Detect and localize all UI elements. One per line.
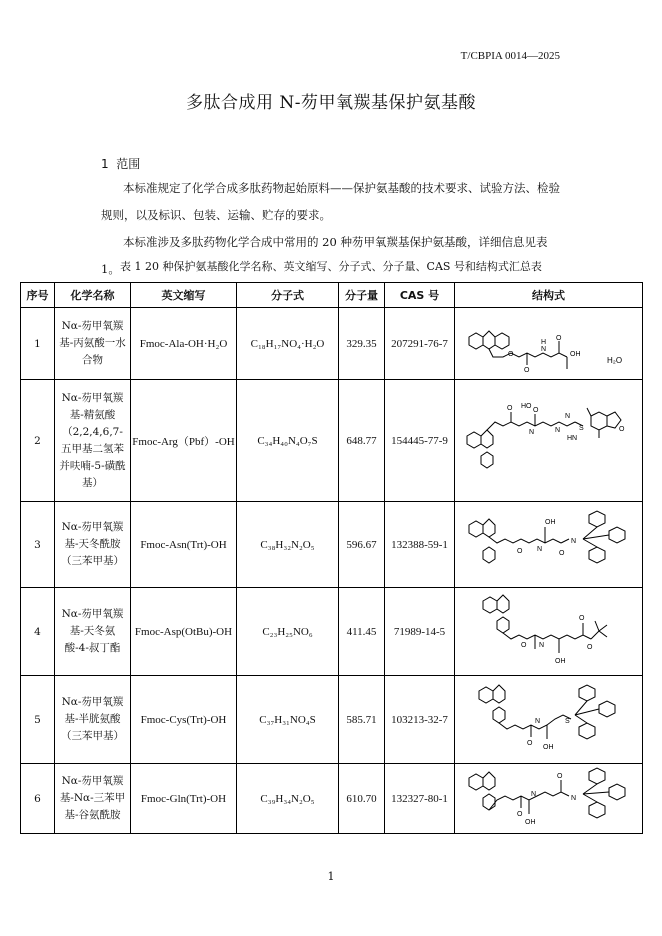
table-row — [21, 588, 643, 676]
table-row — [21, 676, 643, 764]
cell-cas: 132388-59-1 — [385, 502, 455, 588]
cell-name: Nα-芴甲氧羰基-天冬酰胺（三苯甲基） — [55, 502, 131, 588]
cell-formula: C₃₇H₃₁NO₄S — [237, 676, 339, 764]
cell-name: Nα-芴甲氧羰基-Nα-三苯甲基-谷氨酰胺 — [55, 764, 131, 834]
header-name: 化学名称 — [55, 283, 131, 308]
structure-fmoc-asp-otbu — [459, 591, 639, 673]
cell-formula: C₃₄H₄₀N₄O₇S — [237, 380, 339, 502]
svg-text:N: N — [570, 794, 576, 802]
svg-text:OH: OH — [542, 743, 553, 751]
svg-text:O: O — [578, 614, 584, 622]
svg-text:N: N — [570, 537, 576, 545]
table-row — [21, 502, 643, 588]
header-structure: 结构式 — [455, 283, 643, 308]
svg-text:S: S — [578, 424, 584, 432]
cell-abbr: Fmoc-Asp(OtBu)-OH — [131, 588, 237, 676]
cell-no: 4 — [21, 588, 55, 676]
cell-no: 2 — [21, 380, 55, 502]
cell-cas: 103213-32-7 — [385, 676, 455, 764]
table-row — [21, 380, 643, 502]
svg-text:O: O — [532, 406, 538, 414]
svg-text:O: O — [556, 772, 562, 780]
structure-fmoc-ala — [459, 311, 639, 377]
svg-text:N: N — [538, 641, 544, 649]
svg-text:N: N — [536, 545, 542, 553]
cell-abbr: Fmoc-Ala-OH·H₂O — [131, 308, 237, 380]
svg-text:OH: OH — [524, 818, 535, 826]
svg-text:N: N — [534, 717, 540, 725]
svg-text:S: S — [564, 717, 570, 725]
paragraph-scope: 本标准规定了化学合成多肽药物起始原料——保护氨基酸的技术要求、试验方法、检验规则，以及标识、包装、运输、贮存的要求。 — [101, 181, 560, 222]
cell-structure — [455, 308, 643, 380]
svg-text:N: N — [554, 426, 560, 434]
svg-text:N: N — [530, 790, 536, 798]
amino-acid-table — [20, 282, 643, 834]
svg-text:O: O — [558, 549, 564, 557]
structure-fmoc-gln-trt — [459, 766, 639, 832]
hydrate-label: H₂O — [606, 355, 622, 365]
svg-text:O: O — [523, 366, 529, 374]
paragraph-scope-detail: 本标准涉及多肽药物化学合成中常用的 20 种芴甲氧羰基保护氨基酸，详细信息见表 1。 — [101, 235, 548, 276]
header-no: 序号 — [21, 283, 55, 308]
cell-structure — [455, 676, 643, 764]
cell-name: Nα-芴甲氧羰基-丙氨酸一水合物 — [55, 308, 131, 380]
svg-text:H: H — [540, 338, 546, 346]
table-caption: 表 1 20 种保护氨基酸化学名称、英文缩写、分子式、分子量、CAS 号和结构式汇总表 — [120, 260, 542, 273]
cell-cas: 207291-76-7 — [385, 308, 455, 380]
svg-text:O: O — [506, 404, 512, 412]
header-abbr: 英文缩写 — [131, 283, 237, 308]
cell-formula: C₃₈H₃₂N₂O₅ — [237, 502, 339, 588]
cell-abbr: Fmoc-Cys(Trt)-OH — [131, 676, 237, 764]
svg-text:N: N — [540, 345, 546, 353]
table-row — [21, 308, 643, 380]
svg-text:O: O — [516, 547, 522, 555]
cell-abbr: Fmoc-Asn(Trt)-OH — [131, 502, 237, 588]
standard-code: T/CBPIA 0014—2025 — [460, 50, 560, 62]
cell-no: 1 — [21, 308, 55, 380]
cell-no: 3 — [21, 502, 55, 588]
svg-text:OH: OH — [569, 350, 580, 358]
page-number: 1 — [327, 870, 335, 883]
cell-no: 6 — [21, 764, 55, 834]
cell-structure — [455, 588, 643, 676]
cell-name: Nα-芴甲氧羰基-精氨酸（2,2,4,6,7-五甲基二氢苯并呋喃-5-磺酰基） — [55, 380, 131, 502]
cell-mw: 610.70 — [339, 764, 385, 834]
cell-no: 5 — [21, 676, 55, 764]
cell-mw: 596.67 — [339, 502, 385, 588]
svg-text:O: O — [586, 643, 592, 651]
svg-text:O: O — [520, 641, 526, 649]
svg-text:O: O — [555, 334, 561, 342]
svg-text:N: N — [564, 412, 570, 420]
header-cas: CAS 号 — [385, 283, 455, 308]
table-row — [21, 764, 643, 834]
cell-structure — [455, 764, 643, 834]
cell-formula: C₁₈H₁₇NO₄·H₂O — [237, 308, 339, 380]
structure-fmoc-arg-pbf — [459, 386, 639, 496]
svg-text:OH: OH — [554, 657, 565, 665]
cell-mw: 411.45 — [339, 588, 385, 676]
svg-text:N: N — [528, 428, 534, 436]
svg-text:O: O — [526, 739, 532, 747]
section-number: 1 — [101, 157, 109, 171]
cell-mw: 585.71 — [339, 676, 385, 764]
cell-name: Nα-芴甲氧羰基-半胱氨酸（三苯甲基） — [55, 676, 131, 764]
svg-text:HO: HO — [520, 402, 531, 410]
section-title: 范围 — [116, 157, 141, 171]
table-header-row — [21, 283, 643, 308]
structure-fmoc-cys-trt — [459, 679, 639, 761]
cell-cas: 154445-77-9 — [385, 380, 455, 502]
cell-formula: C₃₉H₃₄N₂O₅ — [237, 764, 339, 834]
cell-cas: 71989-14-5 — [385, 588, 455, 676]
cell-structure — [455, 380, 643, 502]
cell-abbr: Fmoc-Gln(Trt)-OH — [131, 764, 237, 834]
cell-formula: C₂₃H₂₅NO₆ — [237, 588, 339, 676]
header-formula: 分子式 — [237, 283, 339, 308]
cell-mw: 329.35 — [339, 308, 385, 380]
document-title: 多肽合成用 N-芴甲氧羰基保护氨基酸 — [185, 93, 477, 113]
structure-fmoc-asn-trt — [459, 505, 639, 585]
section-heading — [101, 155, 140, 172]
cell-structure — [455, 502, 643, 588]
cell-name: Nα-芴甲氧羰基-天冬氨酸-4-叔丁酯 — [55, 588, 131, 676]
cell-mw: 648.77 — [339, 380, 385, 502]
cell-cas: 132327-80-1 — [385, 764, 455, 834]
svg-text:O: O — [507, 350, 513, 358]
svg-text:O: O — [516, 810, 522, 818]
svg-text:HN: HN — [566, 434, 577, 442]
svg-text:OH: OH — [544, 518, 555, 526]
cell-abbr: Fmoc-Arg（Pbf）-OH — [131, 380, 237, 502]
header-mw: 分子量 — [339, 283, 385, 308]
svg-text:O: O — [618, 425, 624, 433]
